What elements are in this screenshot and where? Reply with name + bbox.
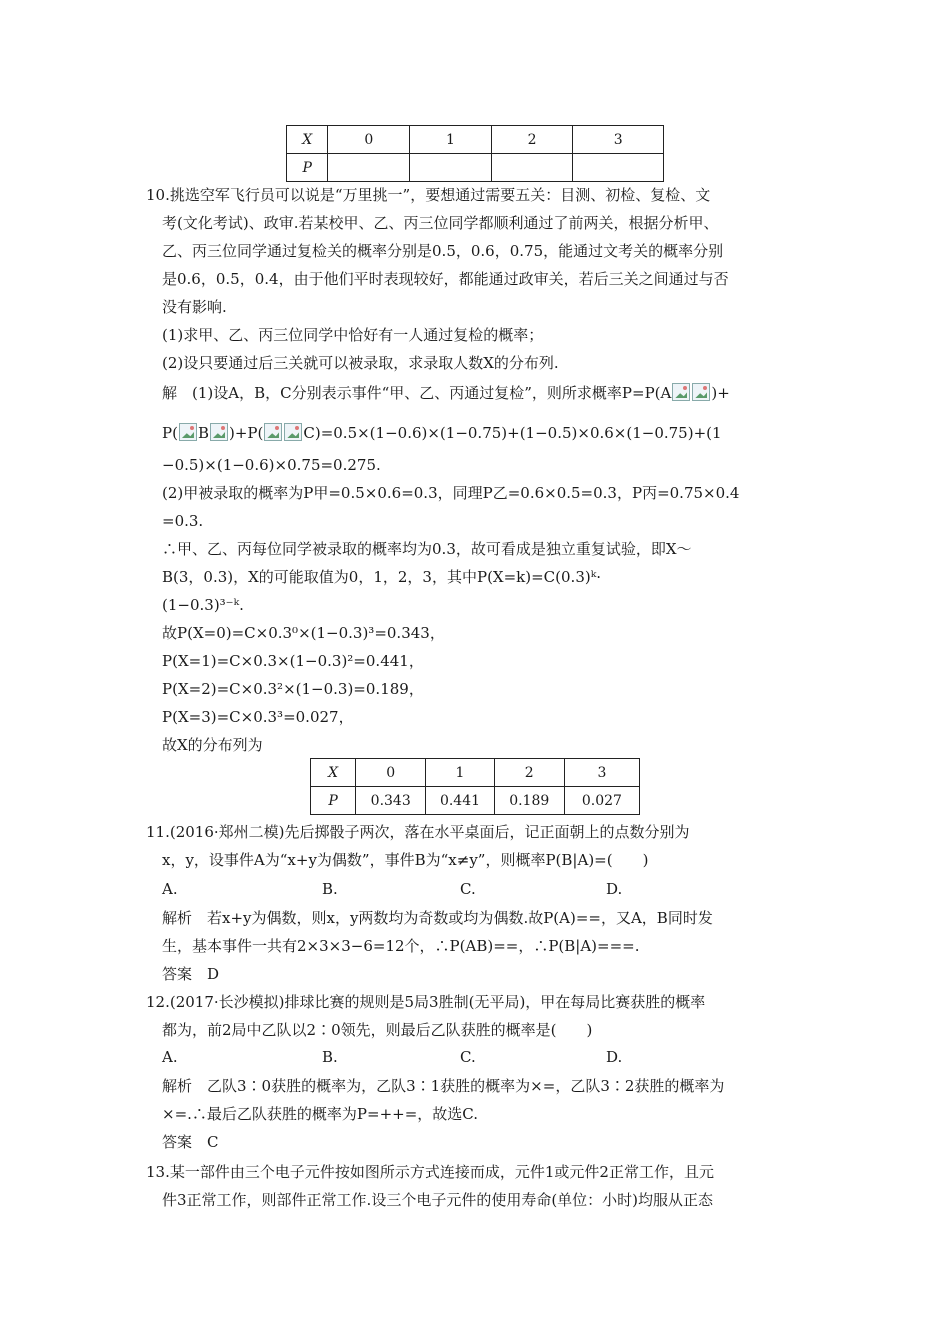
question-text: 12.(2017·长沙模拟)排球比赛的规则是5局3胜制(无平局)，甲在每局比赛获胜的概率: [146, 993, 706, 1011]
table-cell: 0.441: [426, 787, 494, 815]
question-text: 是0.6，0.5，0.4，由于他们平时表现较好，都能通过政审关，若后三关之间通过与否: [162, 270, 729, 288]
solution-line: =0.3.: [162, 512, 204, 530]
table-cell: 1: [410, 126, 492, 154]
option-b[interactable]: B.: [322, 880, 338, 898]
solution-text: C)=0.5×(1−0.6)×(1−0.75)+(1−0.5)×0.6×(1−0.75)+(1: [303, 424, 722, 442]
solution-line: ∴甲、乙、丙每位同学被录取的概率均为0.3，故可看成是独立重复试验，即X～: [162, 540, 692, 558]
table-cell: 0.343: [356, 787, 426, 815]
broken-image-icon: [179, 423, 197, 441]
table-cell: 0.189: [494, 787, 564, 815]
table-cell: 3: [564, 759, 639, 787]
solution-text: )+: [711, 384, 730, 402]
table-cell: 2: [491, 126, 573, 154]
analysis-text: ×=.∴最后乙队获胜的概率为P=++=，故选C.: [162, 1105, 478, 1123]
table-cell: 0: [328, 126, 410, 154]
question-text: 没有影响.: [162, 298, 227, 316]
answer-text: 答案 D: [162, 965, 220, 983]
solution-text: 解 (1)设A，B，C分别表示事件“甲、乙、丙通过复检”，则所求概率P=P(A: [162, 384, 672, 402]
option-d[interactable]: D.: [606, 880, 623, 898]
solution-line: 故X的分布列为: [162, 736, 263, 754]
table-cell: P: [287, 154, 328, 182]
table-cell: 3: [573, 126, 664, 154]
table-cell: X: [287, 126, 328, 154]
question-text: x，y，设事件A为“x+y为偶数”，事件B为“x≠y”，则概率P(B|A)=( ): [162, 851, 649, 869]
analysis-text: 生，基本事件一共有2×3×3−6=12个，∴P(AB)==，∴P(B|A)===.: [162, 937, 640, 955]
table-row: [311, 787, 640, 815]
question-text: 都为，前2局中乙队以2∶0领先，则最后乙队获胜的概率是( ): [162, 1021, 593, 1039]
option-b[interactable]: B.: [322, 1048, 338, 1066]
table-cell: 0.027: [564, 787, 639, 815]
solution-line: [162, 423, 722, 443]
table-cell: 2: [494, 759, 564, 787]
table-cell: 0: [356, 759, 426, 787]
solution-text: B: [197, 424, 209, 442]
solution-line: [162, 383, 730, 403]
table-row: [311, 759, 640, 787]
table-cell: [491, 154, 573, 182]
solution-line: B(3，0.3)，X的可能取值为0，1，2，3，其中P(X=k)=C(0.3)ᵏ·: [162, 568, 601, 586]
broken-image-icon: [284, 423, 302, 441]
broken-image-icon: [672, 383, 690, 401]
option-a[interactable]: A.: [162, 880, 178, 898]
option-c[interactable]: C.: [460, 880, 476, 898]
table-cell: [328, 154, 410, 182]
question-text: 13.某一部件由三个电子元件按如图所示方式连接而成，元件1或元件2正常工作，且元: [146, 1163, 714, 1181]
solution-line: P(X=2)=C×0.3²×(1−0.3)=0.189，: [162, 680, 424, 698]
question-text: 考(文化考试)、政审.若某校甲、乙、丙三位同学都顺利通过了前两关，根据分析甲、: [162, 214, 719, 232]
question-text: 乙、丙三位同学通过复检关的概率分别是0.5，0.6，0.75，能通过文考关的概率分别: [162, 242, 724, 260]
solution-line: 故P(X=0)=C×0.3⁰×(1−0.3)³=0.343，: [162, 624, 445, 642]
solution-line: −0.5)×(1−0.6)×0.75=0.275.: [162, 456, 381, 474]
solution-text: P(: [162, 424, 178, 442]
question-text: 件3正常工作，则部件正常工作.设三个电子元件的使用寿命(单位：小时)均服从正态: [162, 1191, 714, 1209]
table-cell: 1: [426, 759, 494, 787]
sub-question: (2)设只要通过后三关就可以被录取，求录取人数X的分布列.: [162, 354, 559, 372]
solution-text: )+P(: [228, 424, 264, 442]
option-d[interactable]: D.: [606, 1048, 623, 1066]
table-cell: [573, 154, 664, 182]
question-text: 11.(2016·郑州二模)先后掷骰子两次，落在水平桌面后，记正面朝上的点数分别为: [146, 823, 690, 841]
solution-line: (1−0.3)³⁻ᵏ.: [162, 596, 244, 614]
question-text: 10.挑选空军飞行员可以说是“万里挑一”，要想通过需要五关：目测、初检、复检、文: [146, 186, 711, 204]
broken-image-icon: [210, 423, 228, 441]
analysis-text: 解析 若x+y为偶数，则x，y两数均为奇数或均为偶数.故P(A)==，又A，B同时发: [162, 909, 713, 927]
option-a[interactable]: A.: [162, 1048, 178, 1066]
table-cell: [410, 154, 492, 182]
distribution-table-empty: [286, 125, 664, 182]
answer-text: 答案 C: [162, 1133, 219, 1151]
solution-line: P(X=1)=C×0.3×(1−0.3)²=0.441，: [162, 652, 424, 670]
table-cell: X: [311, 759, 356, 787]
solution-line: P(X=3)=C×0.3³=0.027，: [162, 708, 354, 726]
table-row: [287, 154, 664, 182]
distribution-table: [310, 758, 640, 815]
solution-line: (2)甲被录取的概率为P甲=0.5×0.6=0.3，同理P乙=0.6×0.5=0.3，P丙=0.75×0.4: [162, 484, 740, 502]
table-cell: P: [311, 787, 356, 815]
option-c[interactable]: C.: [460, 1048, 476, 1066]
sub-question: (1)求甲、乙、丙三位同学中恰好有一人通过复检的概率；: [162, 326, 544, 344]
broken-image-icon: [264, 423, 282, 441]
analysis-text: 解析 乙队3∶0获胜的概率为，乙队3∶1获胜的概率为×=，乙队3∶2获胜的概率为: [162, 1077, 725, 1095]
broken-image-icon: [692, 383, 710, 401]
table-row: [287, 126, 664, 154]
